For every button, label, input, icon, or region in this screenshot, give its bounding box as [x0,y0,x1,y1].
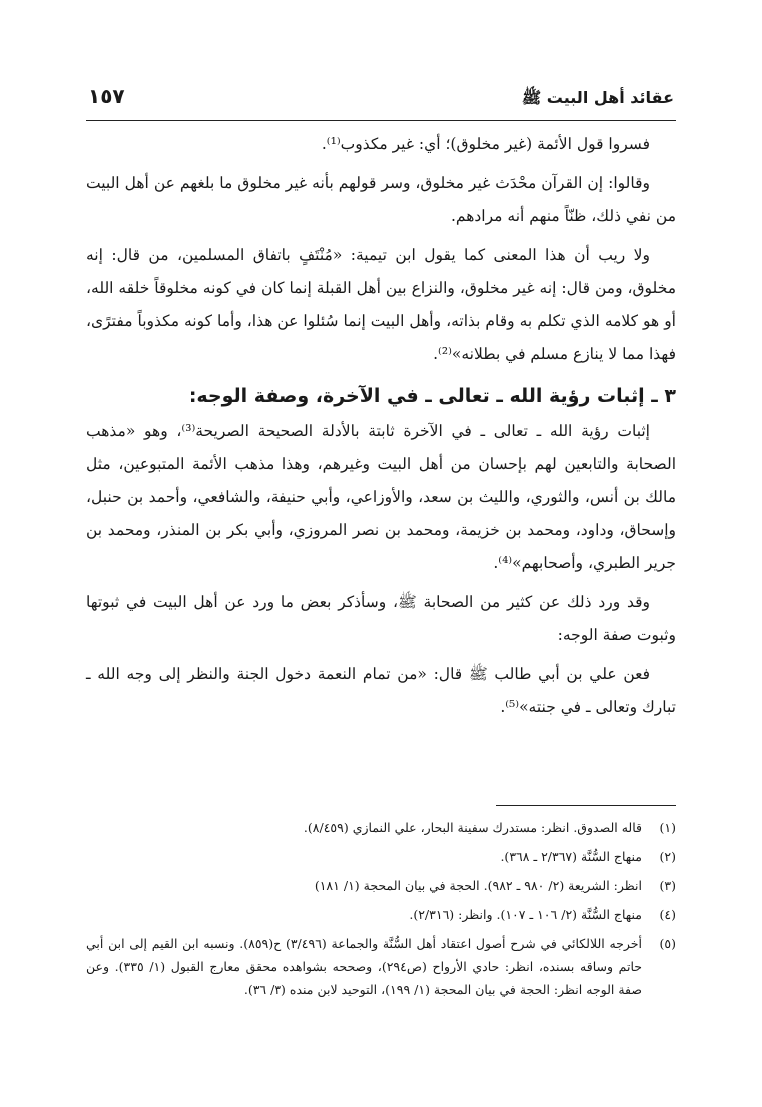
footnote-number: (٢) [659,849,676,864]
paragraph-4: إثبات رؤية الله ـ تعالى ـ في الآخرة ثابتة بالأدلة الصحيحة الصريحة⁽³⁾، وهو «مذهب الصحابة والتابعين لهم بإحسان من أهل البيت وغيرهم، وهذا مذهب الأئمة المتبوعين، مثل مالك بن أنس، والثوري، والليث بن سعد، والأوزاعي، وأبي حنيفة، والشافعي، وأحمد بن حنبل، وإسحاق، وداود، ومحمد بن خزيمة، ومحمد بن نصر المروزي، وأبي بكر بن المنذر، ومحمد بن جرير الطبري، وأصحابهم»⁽⁴⁾. [86,422,676,572]
paragraph-3: ولا ريب أن هذا المعنى كما يقول ابن تيمية: «مُنْتَفٍ باتفاق المسلمين، من قال: إنه مخلوق، ومن قال: إنه غير مخلوق، والنزاع بين أهل القبلة إنما كان في كونه مخلوقاً خلقه الله، أو هو كلامه الذي تكلم به وقام بذاته، وأهل البيت إنما سُئلوا عن هذا، وأما كونه مكذوباً مفترًى، فهذا مما لا ينازع مسلم في بطلانه»⁽²⁾. [86,246,676,363]
paragraph-5: وقد ورد ذلك عن كثير من الصحابة ﷺ، وسأذكر بعض ما ورد عن أهل البيت في ثبوتها وثبوت صفة الوجه: [86,593,676,644]
footnote-2 [86,845,676,868]
footnote-text: منهاج السُّنَّة (٢/ ١٠٦ ـ ١٠٧). وانظر: (٢/٣١٦). [409,907,642,922]
footnote-text: أخرجه اللالكائي في شرح أصول اعتقاد أهل السُّنَّة والجماعة (٣/٤٩٦) ح(٨٥٩). ونسبه ابن القيم إلى ابن أبي حاتم وساقه بسنده، انظر: حادي الأرواح (ص٢٩٤)، وصححه بشواهده محقق معارج القبول (١/ ٣٣٥). وعن صفة الوجه انظر: الحجة في بيان المحجة (١/ ١٩٩)، التوحيد لابن منده (٣/ ٣٦). [86,936,643,997]
page-number: ١٥٧ [88,84,125,108]
footnote-5 [86,932,676,1001]
footnote-1 [86,816,676,839]
paragraph-6: فعن علي بن أبي طالب ﷺ قال: «من تمام النعمة دخول الجنة والنظر إلى وجه الله ـ تبارك وتعالى ـ في جنته»⁽⁵⁾. [86,665,676,716]
main-text [86,128,676,730]
page-header [88,82,674,118]
footnote-separator [496,805,676,806]
footnote-number: (٣) [659,878,676,893]
section-heading: ٣ ـ إثبات رؤية الله ـ تعالى ـ في الآخرة، وصفة الوجه: [188,385,676,407]
footnotes [86,816,676,1007]
running-title: عقائد أهل البيت ﷺ [521,88,674,107]
footnote-number: (٥) [659,936,676,951]
footnote-3 [86,874,676,897]
paragraph-1: فسروا قول الأئمة (غير مخلوق)؛ أي: غير مكذوب⁽¹⁾. [321,135,650,153]
footnote-text: انظر: الشريعة (٢/ ٩٨٠ ـ ٩٨٢). الحجة في بيان المحجة (١/ ١٨١) [314,878,642,893]
footnote-number: (٤) [659,907,676,922]
footnote-4 [86,903,676,926]
header-divider [86,120,676,121]
paragraph-2: وقالوا: إن القرآن محْدَث غير مخلوق، وسر قولهم بأنه غير مخلوق ما بلغهم عن أهل البيت من نفي ذلك، ظنّاً منهم أنه مرادهم. [86,174,676,225]
footnote-number: (١) [659,820,676,835]
footnote-text: قاله الصدوق. انظر: مستدرك سفينة البحار، علي النمازي (٨/٤٥٩). [303,820,642,835]
footnote-text: منهاج السُّنَّة (٢/٣٦٧ ـ ٣٦٨). [500,849,642,864]
